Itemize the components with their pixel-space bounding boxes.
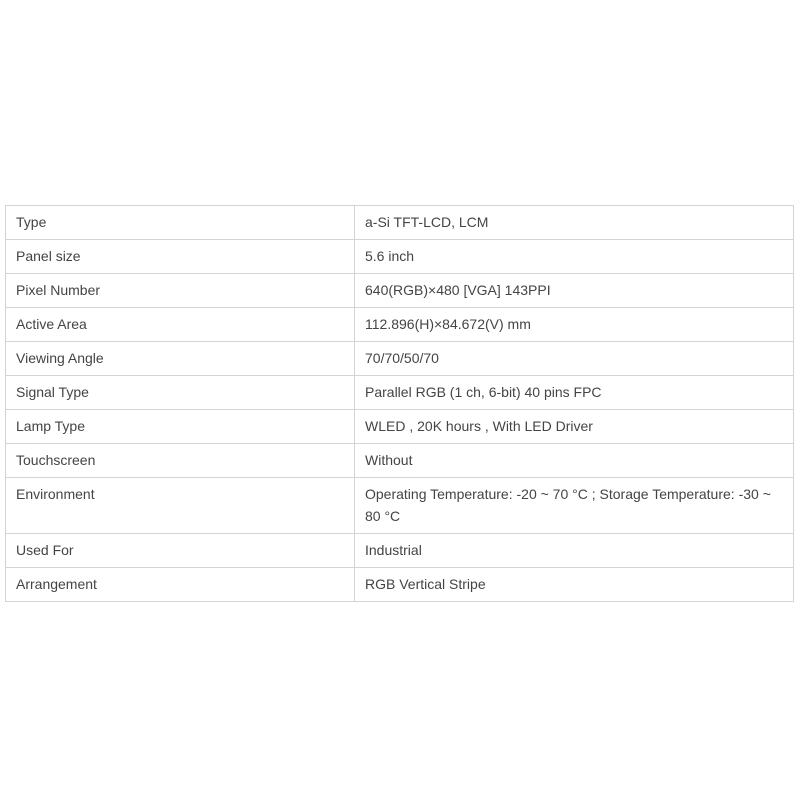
spec-value: Industrial <box>355 534 794 568</box>
spec-table <box>5 205 794 602</box>
spec-label: Lamp Type <box>6 410 355 444</box>
table-row <box>6 444 794 478</box>
spec-table-body <box>6 206 794 602</box>
table-row <box>6 568 794 602</box>
spec-value: Parallel RGB (1 ch, 6-bit) 40 pins FPC <box>355 376 794 410</box>
spec-value: Operating Temperature: -20 ~ 70 °C ; Storage Temperature: -30 ~ 80 °C <box>355 478 794 534</box>
table-row <box>6 274 794 308</box>
spec-label: Used For <box>6 534 355 568</box>
spec-label: Pixel Number <box>6 274 355 308</box>
spec-label: Environment <box>6 478 355 534</box>
spec-label: Type <box>6 206 355 240</box>
spec-value: WLED , 20K hours , With LED Driver <box>355 410 794 444</box>
spec-label: Active Area <box>6 308 355 342</box>
table-row <box>6 206 794 240</box>
spec-label: Arrangement <box>6 568 355 602</box>
spec-value: a-Si TFT-LCD, LCM <box>355 206 794 240</box>
spec-value: Without <box>355 444 794 478</box>
spec-value: RGB Vertical Stripe <box>355 568 794 602</box>
spec-value: 70/70/50/70 <box>355 342 794 376</box>
table-row <box>6 478 794 534</box>
spec-label: Viewing Angle <box>6 342 355 376</box>
spec-value: 640(RGB)×480 [VGA] 143PPI <box>355 274 794 308</box>
table-row <box>6 240 794 274</box>
spec-label: Panel size <box>6 240 355 274</box>
table-row <box>6 534 794 568</box>
table-row <box>6 342 794 376</box>
table-row <box>6 410 794 444</box>
spec-label: Signal Type <box>6 376 355 410</box>
spec-label: Touchscreen <box>6 444 355 478</box>
spec-value: 5.6 inch <box>355 240 794 274</box>
table-row <box>6 308 794 342</box>
table-row <box>6 376 794 410</box>
spec-value: 112.896(H)×84.672(V) mm <box>355 308 794 342</box>
